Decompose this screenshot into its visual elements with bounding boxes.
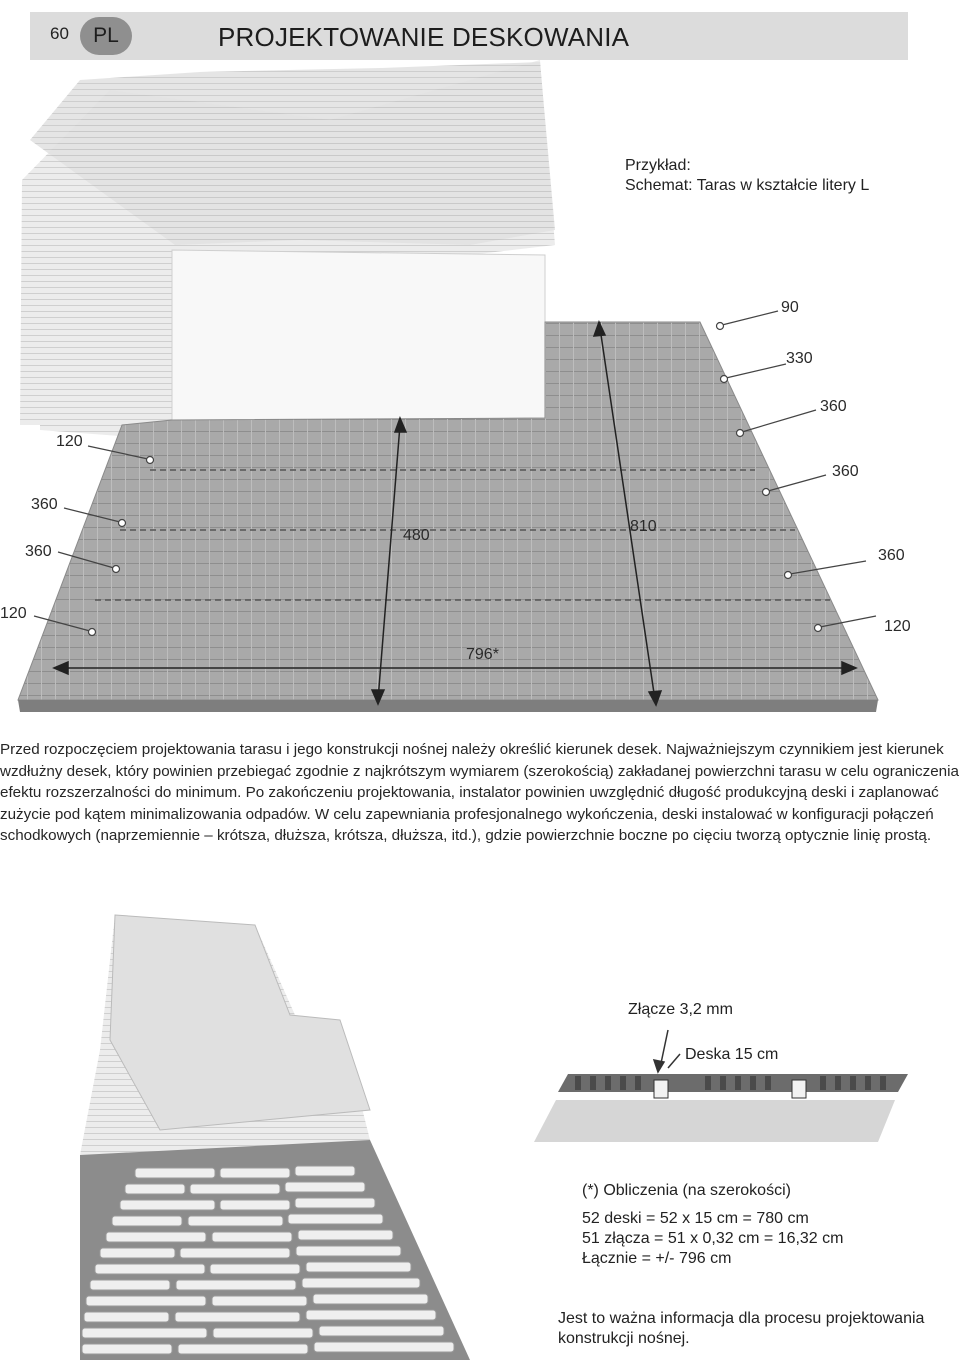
calculation-joints: 51 złącza = 51 x 0,32 cm = 16,32 cm <box>582 1230 844 1247</box>
dimension-810: 810 <box>630 518 657 535</box>
important-note: Jest to ważna informacja dla procesu projektowania konstrukcji nośnej. <box>558 1310 925 1347</box>
dimension-360-left-a: 360 <box>31 496 58 513</box>
calculation-block <box>582 1209 843 1269</box>
description-paragraph: Przed rozpoczęciem projektowania tarasu i jego konstrukcji nośnej należy określić kierunek desek. Najważniejszym czynnikiem jest kierunek wzdłużny desek, który powinien przebiegać zgodnie z najkrótszym wymiarem (szerokością) zakładanej powierzchni tarasu w celu ograniczenia efektu rozszerzalności do minimum. Po zakończeniu projektowania, instalator powinien uwzględnić długość produkcyjną deski i zaplanować zużycie pod kątem minimalizowania odpadów. W celu zapewniania profesjonalnego wykończenia, deski instalować w konfiguracji połączeń schodkowych (naprzemiennie – krótsza, dłuższa, krótsza, dłuższa, itd.), gdzie powierzchnie boczne po cięciu tworzą optycznie linię prostą. <box>0 741 959 844</box>
board-joint-cross-section <box>520 1024 960 1154</box>
example-caption <box>625 156 869 196</box>
dimension-360-top: 360 <box>820 398 847 415</box>
dimension-360-left-b: 360 <box>25 543 52 560</box>
house-drawing <box>20 60 555 440</box>
page-title: PROJEKTOWANIE DESKOWANIA <box>218 22 630 52</box>
dimension-480: 480 <box>403 527 430 544</box>
language-badge: PL <box>80 17 132 55</box>
dimension-120-right: 120 <box>884 618 911 635</box>
board-width-label: Deska 15 cm <box>685 1046 779 1063</box>
deck-edge <box>18 700 878 712</box>
dimension-90: 90 <box>781 299 799 316</box>
dimension-360-right: 360 <box>878 547 905 564</box>
dimension-330: 330 <box>786 350 813 367</box>
example-scheme: Schemat: Taras w kształcie litery L <box>625 177 870 194</box>
dimension-120-left-bottom: 120 <box>0 605 27 622</box>
calculation-total: Łącznie = +/- 796 cm <box>582 1250 732 1267</box>
page-number: 60 <box>50 24 69 43</box>
joint-label: Złącze 3,2 mm <box>628 1001 733 1018</box>
staggered-boards-illustration <box>40 900 520 1360</box>
example-label: Przykład: <box>625 157 691 174</box>
calculation-heading: (*) Obliczenia (na szerokości) <box>582 1182 791 1199</box>
dimension-360-mid: 360 <box>832 463 859 480</box>
dimension-796-total: 796* <box>466 646 499 663</box>
dimension-120-left-top: 120 <box>56 433 83 450</box>
calculation-boards: 52 deski = 52 x 15 cm = 780 cm <box>582 1210 809 1227</box>
